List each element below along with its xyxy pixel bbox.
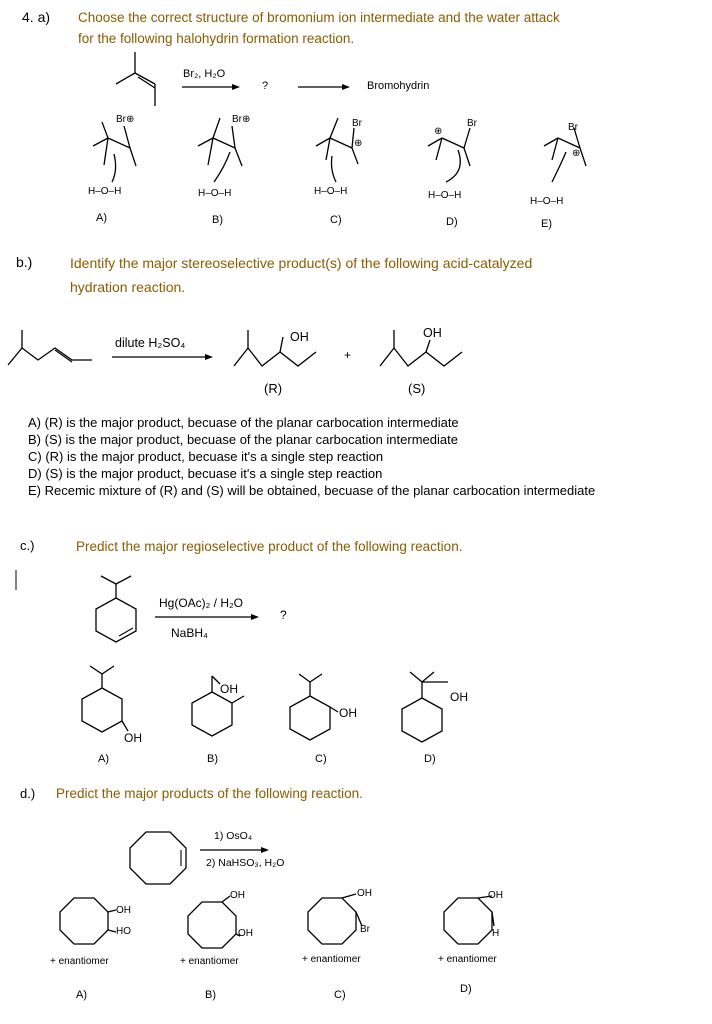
choice-a-label: A): [76, 989, 87, 1001]
choice-d-a: [60, 898, 116, 944]
option-a: A) (R) is the major product, becuase of the planar carbocation intermediate: [28, 415, 459, 430]
bromonium-a: [93, 122, 136, 182]
choice-c-d: [402, 672, 448, 742]
choice-b-label: B): [207, 753, 218, 765]
question-number: d.): [20, 786, 36, 801]
oh-label: OH: [423, 326, 442, 340]
cyclohexene-c: [96, 576, 136, 642]
oh-label: OH: [339, 706, 357, 720]
water-label: H–O–H: [530, 196, 564, 207]
enantiomer-note: + enantiomer: [180, 956, 239, 967]
arrow-head: [205, 354, 213, 360]
option-c: C) (R) is the major product, becuase it's a single step reaction: [28, 449, 384, 464]
br-label: Br: [467, 118, 477, 129]
arrow-head: [261, 847, 269, 853]
water-label: H–O–H: [88, 186, 122, 197]
alkene-b: [8, 330, 92, 365]
question-prompt: Choose the correct structure of bromonium ion intermediate and the water attack: [78, 10, 560, 25]
arrow-head: [251, 614, 259, 620]
oh-label: OH: [290, 330, 309, 344]
choice-d-label: D): [446, 216, 458, 228]
enantiomer-note: + enantiomer: [50, 956, 109, 967]
question-prompt: Predict the major products of the following reaction.: [56, 786, 363, 801]
reagent-2: 2) NaHSO₃, H₂O: [206, 857, 285, 869]
reagent-1: Hg(OAc)₂ / H₂O: [159, 596, 243, 610]
option-e: E) Recemic mixture of (R) and (S) will be obtained, becuase of the planar carbocation intermediate: [28, 483, 596, 498]
choice-c-a: [82, 666, 128, 732]
plus-label: ⊕: [354, 138, 363, 149]
alkene-structure: [116, 52, 155, 106]
water-label: H–O–H: [314, 186, 348, 197]
enantiomer-note: + enantiomer: [438, 954, 497, 965]
choice-c-label: C): [334, 989, 346, 1001]
reagent-2: NaBH₄: [171, 626, 208, 640]
oh-label: OH: [230, 890, 245, 901]
br-plus-label: Br⊕: [116, 114, 135, 125]
reagent-label: Br₂, H₂O: [183, 68, 226, 80]
choice-d-c: [308, 894, 362, 944]
question-prompt-cont: hydration reaction.: [70, 279, 186, 295]
label-s: (S): [408, 381, 426, 396]
water-label: H–O–H: [428, 190, 462, 201]
h-label: H: [492, 928, 500, 939]
choice-c-label: C): [330, 214, 342, 226]
choice-c-c: [290, 674, 338, 740]
plus-label: ⊕: [572, 148, 581, 159]
choice-b-label: B): [212, 214, 223, 226]
oh-label: OH: [220, 682, 238, 696]
unknown-mark: ?: [280, 608, 287, 622]
plus-label: ⊕: [434, 126, 443, 137]
question-number: 4. a): [22, 9, 51, 25]
choice-b-label: B): [205, 989, 216, 1001]
reagent-label: dilute H₂SO₄: [115, 336, 186, 350]
question-number: b.): [16, 254, 33, 270]
bromonium-b: [198, 118, 242, 182]
choice-d-d: [444, 896, 494, 944]
oh-label: OH: [124, 731, 142, 745]
question-prompt: Identify the major stereoselective product(s) of the following acid-catalyzed: [70, 255, 533, 271]
enantiomer-note: + enantiomer: [302, 954, 361, 965]
br-plus-label: Br⊕: [232, 114, 251, 125]
oh-label: OH: [238, 928, 253, 939]
br-label: Br: [352, 118, 362, 129]
product-s: [380, 330, 462, 366]
water-label: H–O–H: [198, 188, 232, 199]
reagent-1: 1) OsO₄: [214, 830, 253, 842]
br-label: Br: [568, 122, 578, 133]
oh-label: OH: [488, 890, 503, 901]
question-prompt-cont: for the following halohydrin formation reaction.: [78, 31, 355, 46]
cyclooctene: [130, 832, 186, 884]
oh-label: OH: [450, 690, 468, 704]
ho-label: HO: [116, 926, 131, 937]
br-label: Br: [360, 924, 370, 935]
choice-a-label: A): [96, 212, 107, 224]
choice-c-label: C): [315, 753, 327, 765]
option-b: B) (S) is the major product, becuase of the planar carbocation intermediate: [28, 432, 458, 447]
choice-e-label: E): [541, 218, 552, 230]
choice-a-label: A): [98, 753, 109, 765]
question-prompt: Predict the major regioselective product of the following reaction.: [76, 539, 463, 554]
unknown-mark: ?: [262, 80, 269, 92]
plus-sign: +: [344, 348, 352, 362]
choice-d-b: [188, 896, 240, 948]
oh-label: OH: [357, 888, 372, 899]
choice-d-label: D): [424, 753, 436, 765]
arrow-head: [232, 84, 240, 90]
oh-label: OH: [116, 905, 131, 916]
arrow-head: [342, 84, 350, 90]
label-r: (R): [264, 381, 283, 396]
choice-d-label: D): [460, 983, 472, 995]
product-label: Bromohydrin: [367, 80, 430, 92]
question-number: c.): [20, 538, 35, 553]
option-d: D) (S) is the major product, becuase it's a single step reaction: [28, 466, 383, 481]
